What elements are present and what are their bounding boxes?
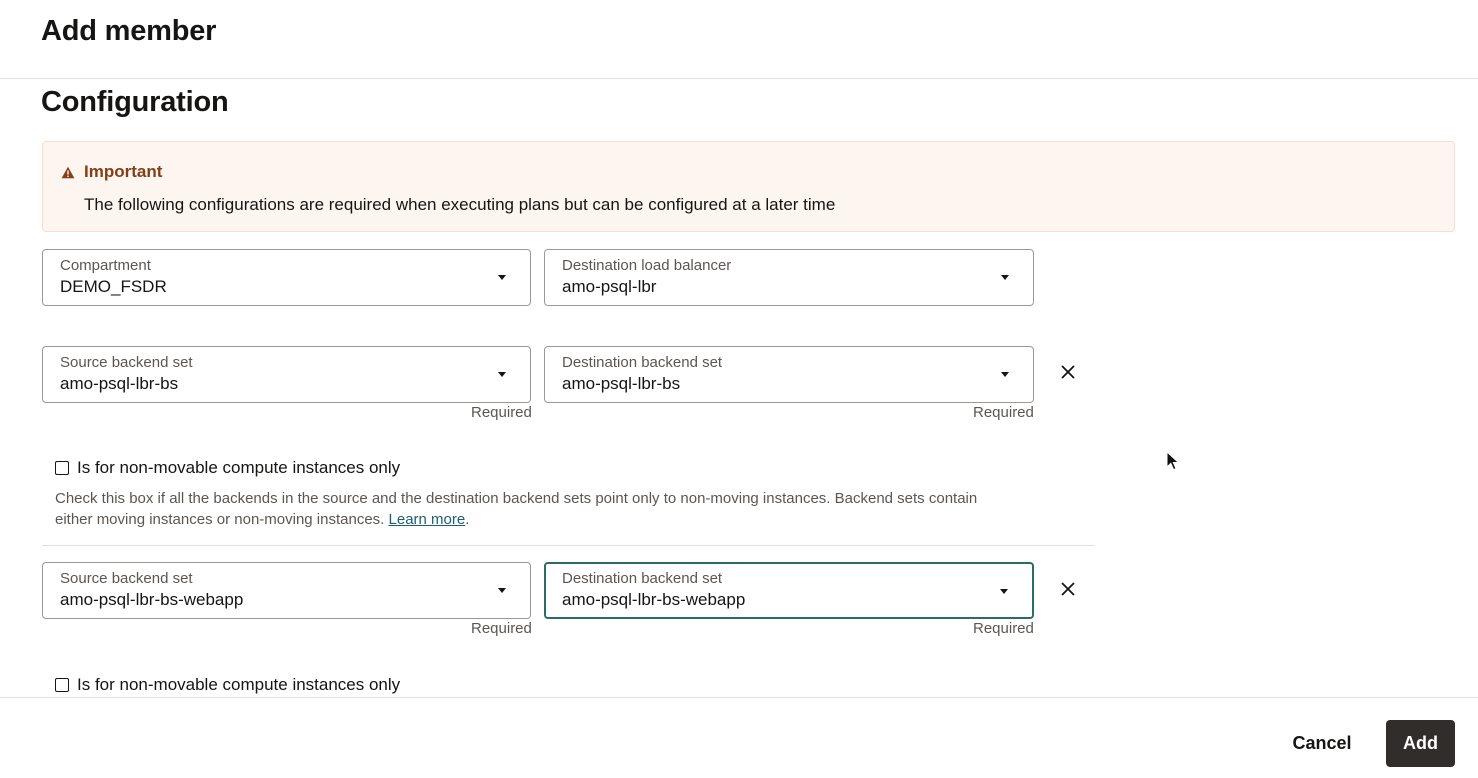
notice-body: The following configurations are required when executing plans but can be configured at a later time [84, 195, 836, 214]
destination-backend-set-value: amo-psql-lbr-bs-webapp [562, 590, 746, 609]
destination-load-balancer-value: amo-psql-lbr [562, 277, 657, 296]
source-backend-set-select[interactable] [42, 562, 531, 619]
destination-backend-set-label: Destination backend set [562, 570, 723, 587]
destination-backend-set-value: amo-psql-lbr-bs [562, 374, 681, 393]
close-icon[interactable] [1056, 577, 1080, 601]
source-backend-set-value: amo-psql-lbr-bs [60, 374, 179, 393]
caret-down-icon [498, 275, 506, 280]
source-backend-set-label: Source backend set [60, 354, 193, 371]
help-text: Check this box if all the backends in the source and the destination backend sets point only to non-moving instances. Backend sets contain either moving instances or non-moving instances. [55, 490, 978, 528]
warning-icon [61, 166, 75, 179]
caret-down-icon [498, 372, 506, 377]
non-movable-checkbox[interactable] [55, 678, 69, 692]
required-hint: Required [973, 620, 1034, 637]
non-movable-checkbox-label: Is for non-movable compute instances only [77, 675, 401, 694]
destination-backend-set-select[interactable] [544, 562, 1034, 619]
caret-down-icon [1001, 275, 1009, 280]
required-hint: Required [471, 404, 532, 421]
notice-title: Important [84, 162, 163, 181]
caret-down-icon [498, 588, 506, 593]
destination-backend-set-select[interactable] [544, 346, 1034, 403]
panel-header [0, 0, 1478, 79]
important-notice [42, 141, 1455, 232]
source-backend-set-value: amo-psql-lbr-bs-webapp [60, 590, 244, 609]
caret-down-icon [1001, 372, 1009, 377]
learn-more-link[interactable]: Learn more [388, 511, 466, 528]
compartment-value: DEMO_FSDR [60, 277, 167, 296]
cancel-button[interactable]: Cancel [1280, 720, 1364, 767]
add-button[interactable]: Add [1386, 720, 1455, 767]
panel-footer [0, 697, 1478, 778]
panel-title: Add member [41, 15, 217, 47]
non-movable-checkbox[interactable] [55, 461, 69, 475]
required-hint: Required [973, 404, 1034, 421]
close-icon[interactable] [1056, 360, 1080, 384]
caret-down-icon [1000, 589, 1008, 594]
non-movable-checkbox-row[interactable] [55, 458, 400, 478]
divider [42, 545, 1095, 546]
compartment-label: Compartment [60, 257, 151, 274]
destination-backend-set-label: Destination backend set [562, 354, 723, 371]
destination-load-balancer-label: Destination load balancer [562, 257, 732, 274]
compartment-select[interactable] [42, 249, 531, 306]
section-title: Configuration [41, 86, 229, 118]
non-movable-help-text: Check this box if all the backends in the source and the destination backend sets point only to non-moving instances. Backend sets contain either moving instances or non-moving instances. Learn more. [55, 490, 978, 528]
non-movable-checkbox-label: Is for non-movable compute instances only [77, 458, 401, 477]
required-hint: Required [471, 620, 532, 637]
destination-load-balancer-select[interactable] [544, 249, 1034, 306]
non-movable-checkbox-row[interactable] [55, 675, 400, 695]
source-backend-set-label: Source backend set [60, 570, 193, 587]
mouse-cursor-icon [1166, 451, 1180, 471]
source-backend-set-select[interactable] [42, 346, 531, 403]
